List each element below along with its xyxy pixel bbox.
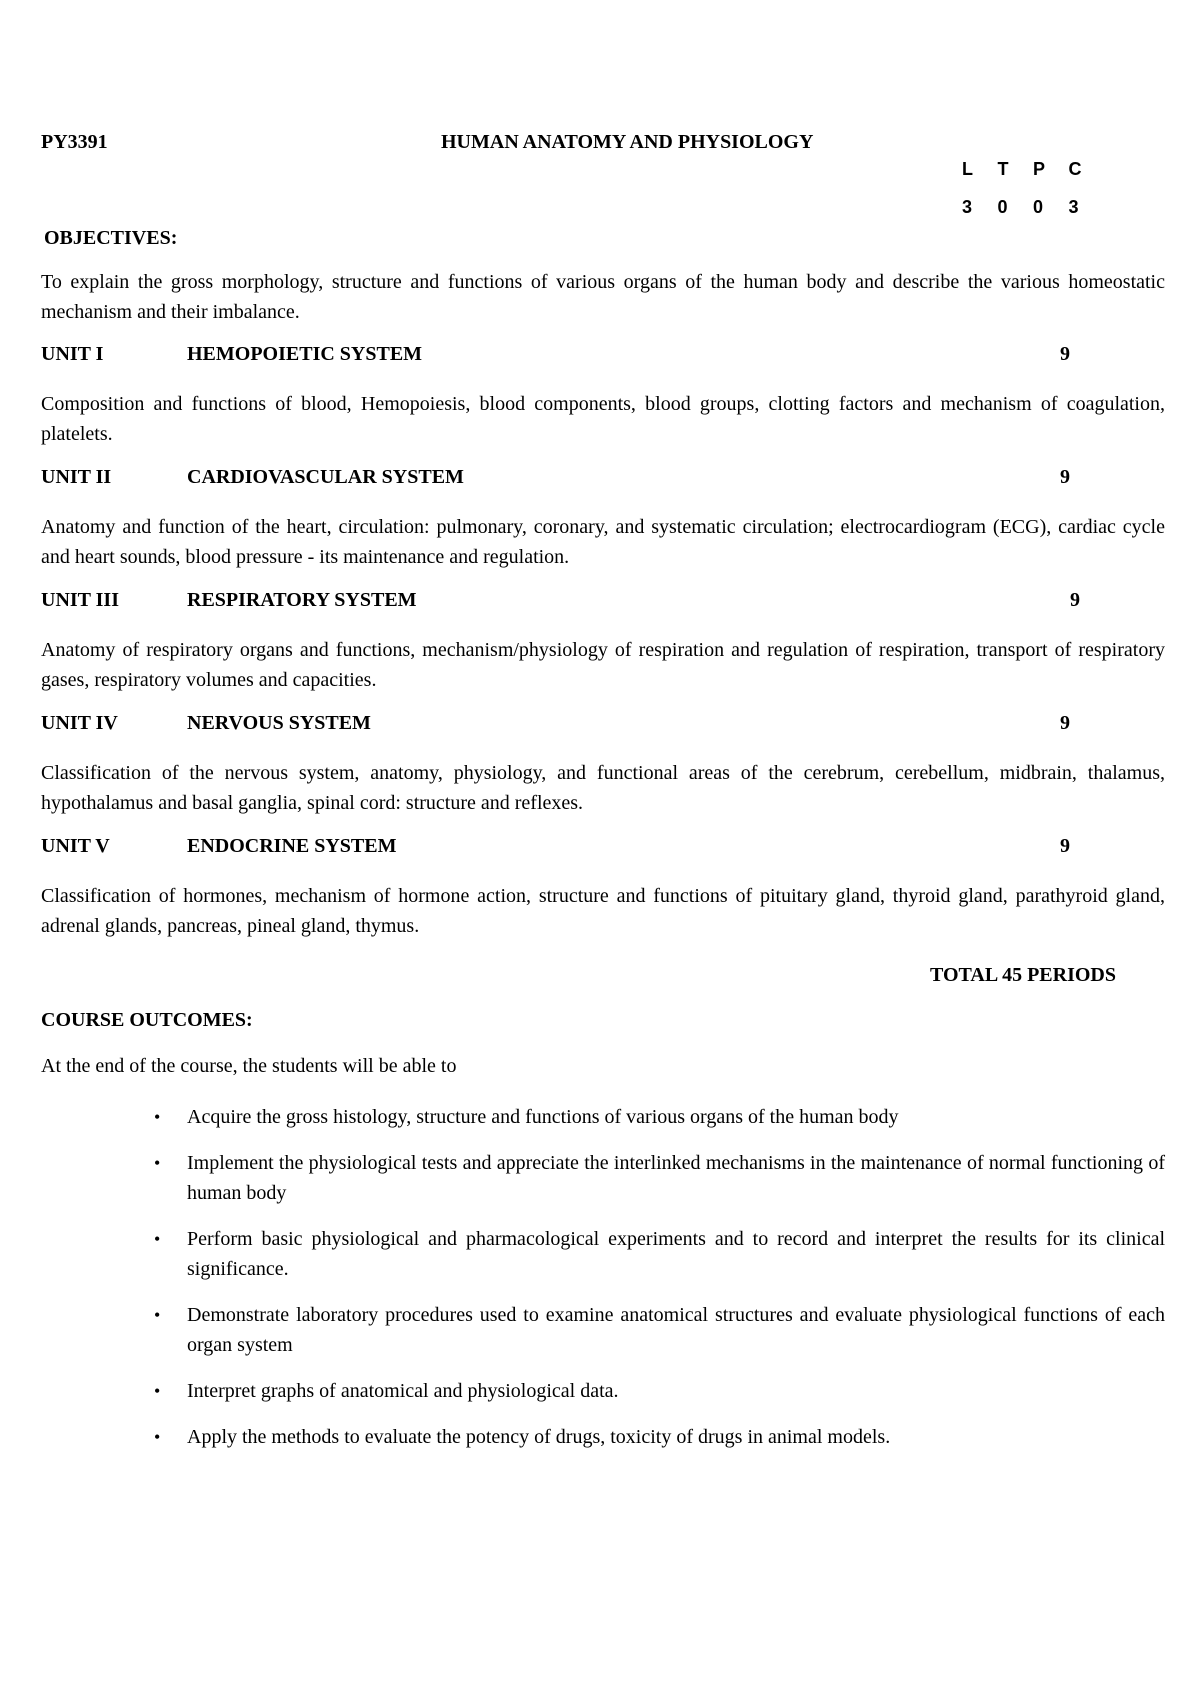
ltpc-labels-row bbox=[962, 150, 1104, 188]
total-periods: TOTAL 45 PERIODS bbox=[930, 964, 1116, 986]
unit-number: UNIT II bbox=[41, 466, 112, 488]
list-item bbox=[41, 1224, 1165, 1284]
ltpc-label-t: T bbox=[997, 158, 1009, 179]
ltpc-label-c: C bbox=[1068, 158, 1082, 179]
list-item bbox=[41, 1102, 1165, 1132]
unit-title: RESPIRATORY SYSTEM bbox=[187, 589, 417, 611]
unit-5-heading bbox=[41, 835, 1165, 865]
unit-1-content: Composition and functions of blood, Hemopoiesis, blood components, blood groups, clotting factors and mechanism of coagulation, platelets. bbox=[41, 393, 1165, 445]
unit-hours: 9 bbox=[1060, 466, 1070, 488]
outcome-text: Perform basic physiological and pharmacological experiments and to record and interpret the results for its clinical significance. bbox=[187, 1228, 1165, 1280]
bullet-icon: • bbox=[154, 1153, 161, 1173]
outcome-text: Acquire the gross histology, structure and functions of various organs of the human body bbox=[187, 1106, 899, 1128]
bullet-icon: • bbox=[154, 1107, 161, 1127]
list-item bbox=[41, 1376, 1165, 1406]
unit-number: UNIT I bbox=[41, 343, 104, 365]
outcomes-list bbox=[41, 1102, 1165, 1468]
unit-title: CARDIOVASCULAR SYSTEM bbox=[187, 466, 464, 488]
objectives-text: To explain the gross morphology, structure and functions of various organs of the human body and describe the various homeostatic mechanism and their imbalance. bbox=[41, 271, 1165, 323]
outcome-text: Demonstrate laboratory procedures used to examine anatomical structures and evaluate physiological functions of each organ system bbox=[187, 1304, 1165, 1356]
unit-3-heading bbox=[41, 589, 1165, 619]
bullet-icon: • bbox=[154, 1427, 161, 1447]
ltpc-values-row bbox=[962, 188, 1104, 226]
unit-title: ENDOCRINE SYSTEM bbox=[187, 835, 397, 857]
ltpc-value-p: 0 bbox=[1033, 196, 1044, 217]
unit-number: UNIT IV bbox=[41, 712, 118, 734]
bullet-icon: • bbox=[154, 1381, 161, 1401]
unit-4-content: Classification of the nervous system, anatomy, physiology, and functional areas of the cerebrum, cerebellum, midbrain, thalamus, hypothalamus and basal ganglia, spinal cord: structure and reflexes. bbox=[41, 762, 1165, 814]
unit-1-heading bbox=[41, 343, 1165, 373]
unit-2-heading bbox=[41, 466, 1165, 496]
bullet-icon: • bbox=[154, 1229, 161, 1249]
outcome-text: Implement the physiological tests and appreciate the interlinked mechanisms in the maintenance of normal functioning of human body bbox=[187, 1152, 1165, 1204]
bullet-icon: • bbox=[154, 1305, 161, 1325]
outcomes-heading: COURSE OUTCOMES: bbox=[41, 1009, 253, 1031]
unit-hours: 9 bbox=[1060, 712, 1070, 734]
unit-2-content: Anatomy and function of the heart, circulation: pulmonary, coronary, and systematic circulation; electrocardiogram (ECG), cardiac cycle and heart sounds, blood pressure - its maintenance and regulation. bbox=[41, 516, 1165, 568]
ltpc-value-l: 3 bbox=[962, 196, 973, 217]
ltpc-value-c: 3 bbox=[1068, 196, 1079, 217]
course-title: HUMAN ANATOMY AND PHYSIOLOGY bbox=[441, 131, 814, 153]
ltpc-credits bbox=[962, 150, 1104, 226]
outcome-text: Apply the methods to evaluate the potency of drugs, toxicity of drugs in animal models. bbox=[187, 1426, 891, 1448]
list-item bbox=[41, 1300, 1165, 1360]
unit-3-content: Anatomy of respiratory organs and functions, mechanism/physiology of respiration and regulation of respiration, transport of respiratory gases, respiratory volumes and capacities. bbox=[41, 639, 1165, 691]
unit-number: UNIT III bbox=[41, 589, 119, 611]
outcome-text: Interpret graphs of anatomical and physiological data. bbox=[187, 1380, 619, 1402]
objectives-heading: OBJECTIVES: bbox=[44, 227, 178, 249]
course-code: PY3391 bbox=[41, 131, 108, 153]
unit-hours: 9 bbox=[1070, 589, 1080, 611]
unit-title: HEMOPOIETIC SYSTEM bbox=[187, 343, 423, 365]
unit-hours: 9 bbox=[1060, 343, 1070, 365]
unit-number: UNIT V bbox=[41, 835, 110, 857]
unit-5-content: Classification of hormones, mechanism of hormone action, structure and functions of pituitary gland, thyroid gland, parathyroid gland, adrenal glands, pancreas, pineal gland, thymus. bbox=[41, 885, 1165, 937]
outcomes-intro: At the end of the course, the students will be able to bbox=[41, 1055, 457, 1077]
ltpc-value-t: 0 bbox=[997, 196, 1008, 217]
unit-title: NERVOUS SYSTEM bbox=[187, 712, 371, 734]
ltpc-label-l: L bbox=[962, 158, 973, 179]
ltpc-label-p: P bbox=[1033, 158, 1046, 179]
unit-hours: 9 bbox=[1060, 835, 1070, 857]
list-item bbox=[41, 1148, 1165, 1208]
unit-4-heading bbox=[41, 712, 1165, 742]
list-item bbox=[41, 1422, 1165, 1452]
